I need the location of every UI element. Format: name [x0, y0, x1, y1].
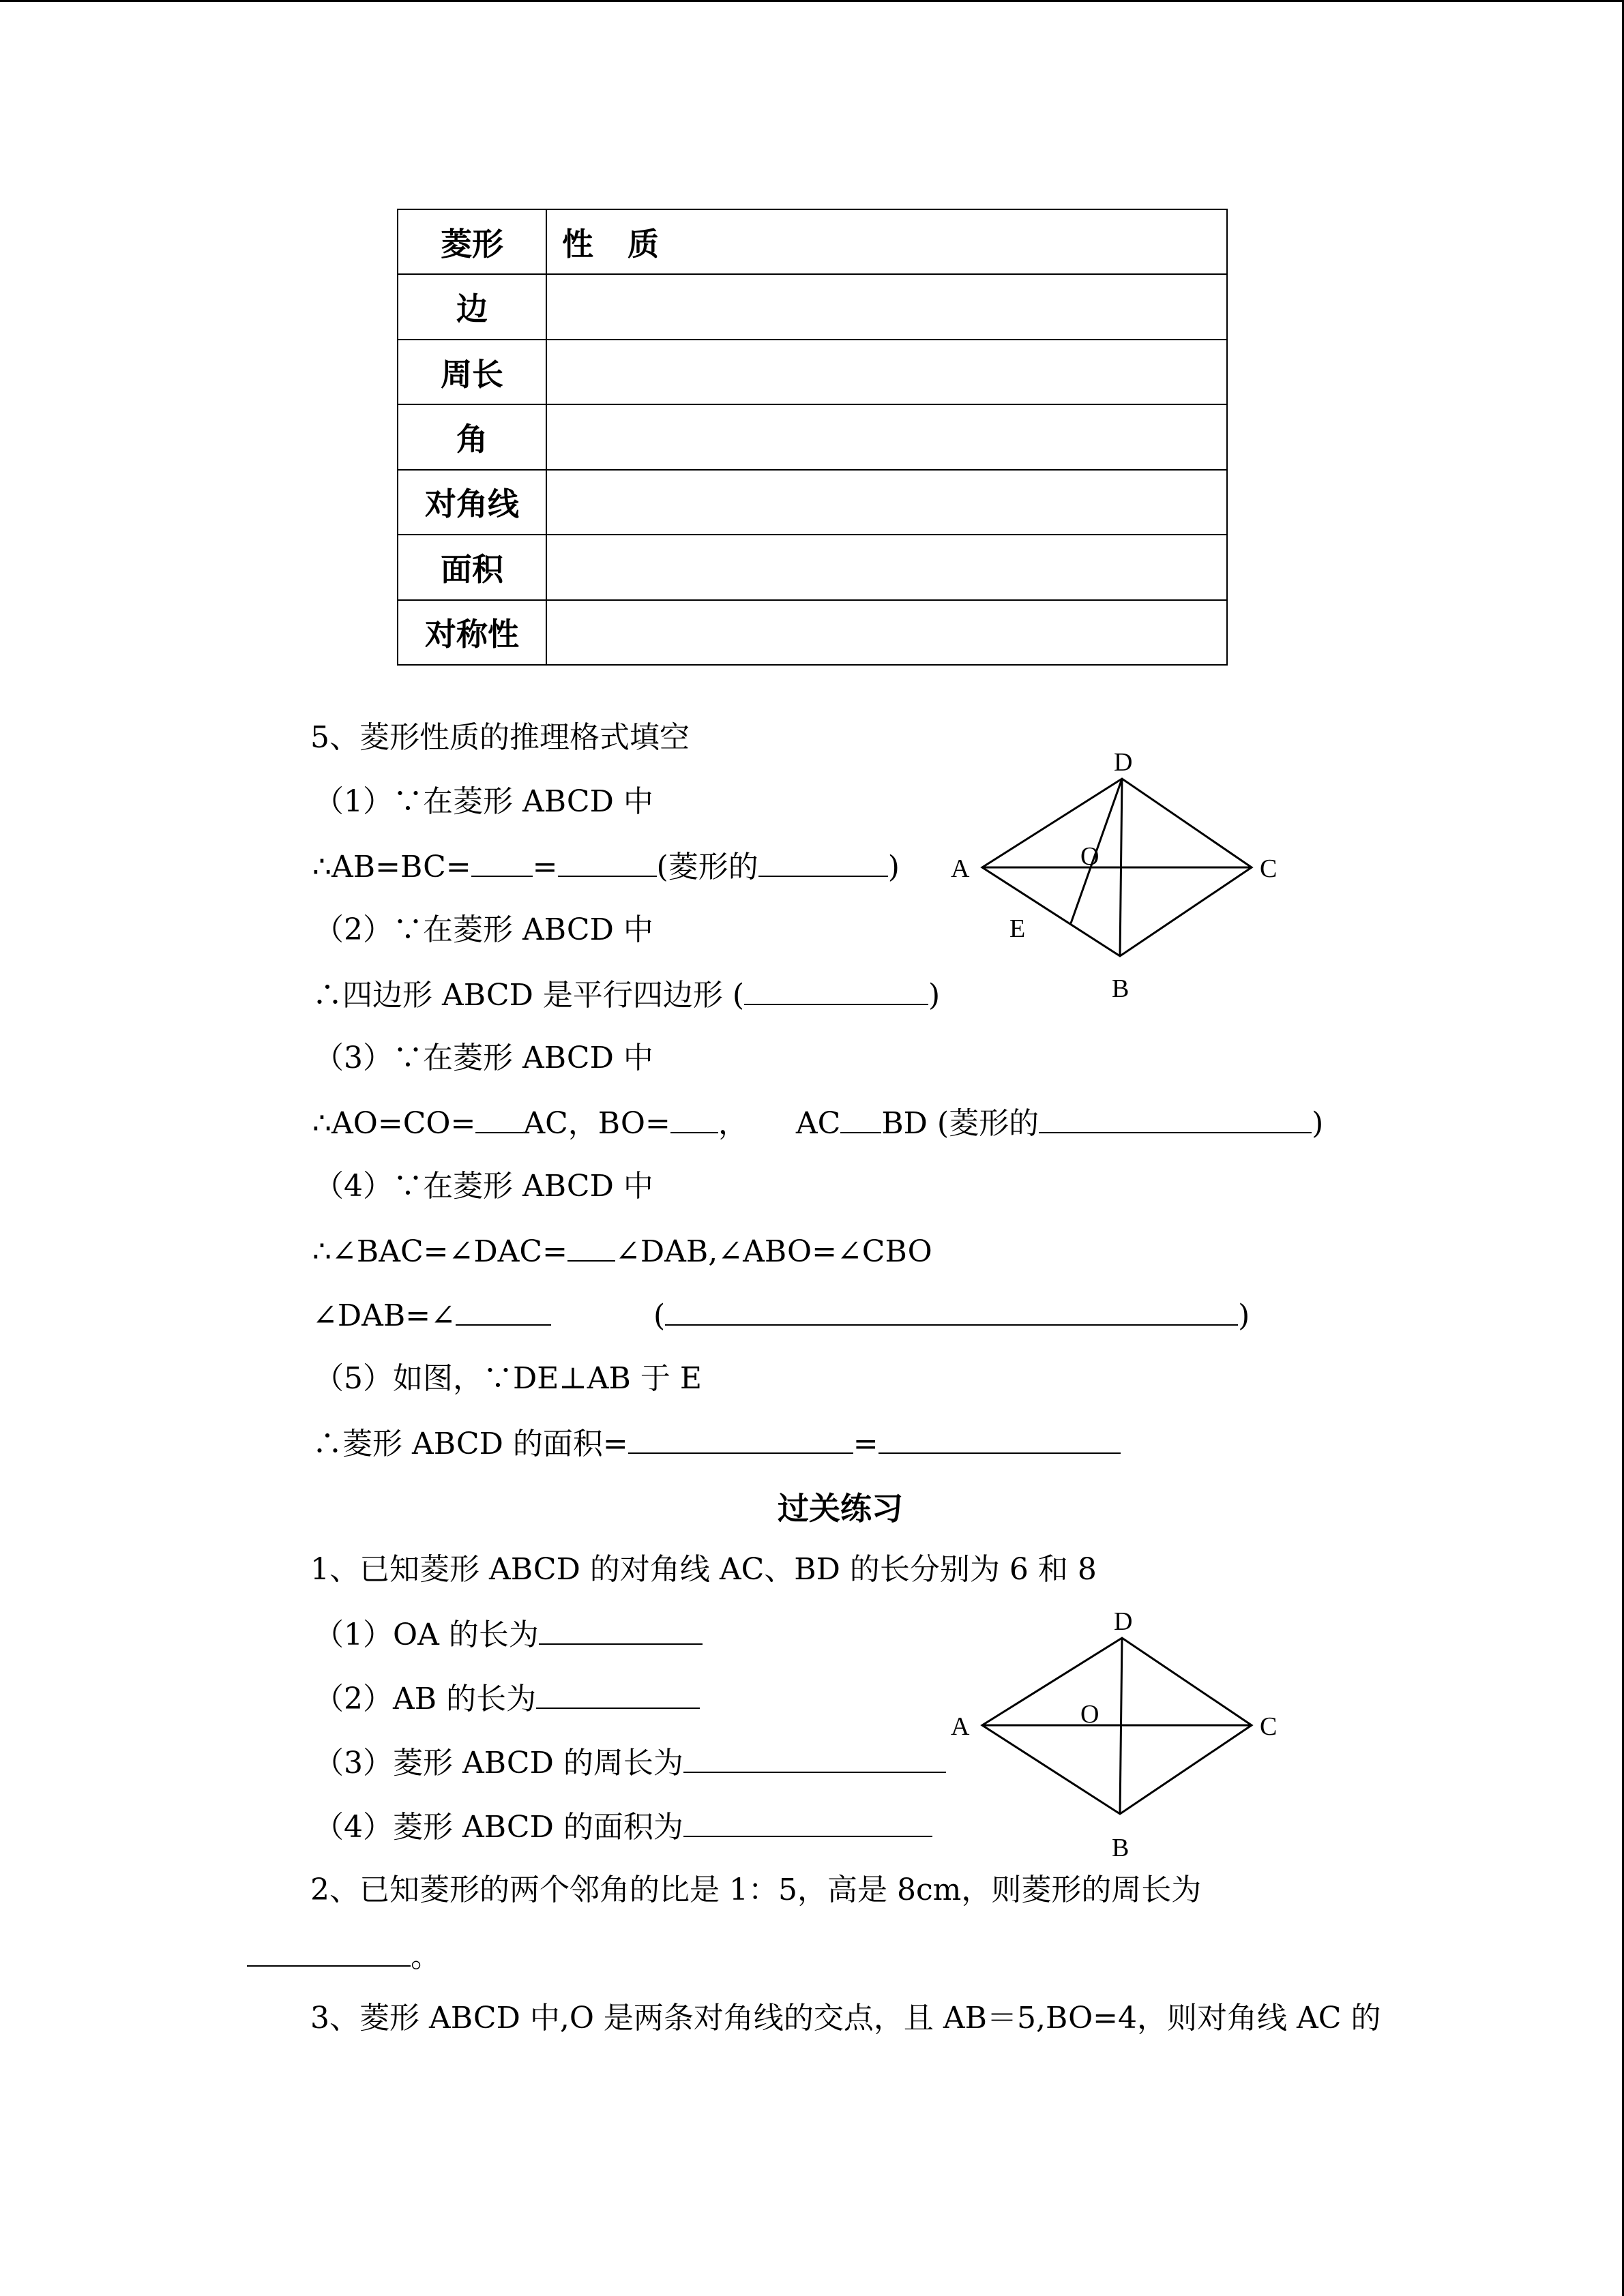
answer-cell[interactable]	[546, 600, 1227, 665]
blank-field[interactable]	[558, 846, 657, 877]
rhombus-figure-1	[941, 743, 1296, 1016]
row-label: 对角线	[398, 470, 546, 535]
question-2-answer-line: 。	[247, 1935, 441, 1978]
question-1-part-4: （4）菱形 ABCD 的面积为	[314, 1806, 932, 1848]
blank-field[interactable]	[475, 1102, 523, 1133]
blank-field[interactable]	[628, 1422, 853, 1454]
question-1-part-1: （1）OA 的长为	[314, 1613, 703, 1656]
row-label: 对称性	[398, 600, 546, 665]
step-1-given: （1）∵在菱形 ABCD 中	[314, 784, 653, 819]
point-label-e: E	[1009, 914, 1026, 943]
table-header-cell: 菱形	[398, 209, 546, 274]
step-5-conclusion: ∴菱形 ABCD 的面积= =	[312, 1422, 1121, 1465]
blank-field[interactable]	[536, 1678, 700, 1709]
practice-title: 过关练习	[778, 1490, 903, 1527]
table-header-row	[398, 209, 1227, 274]
answer-cell[interactable]	[546, 404, 1227, 469]
step-2-given: （2）∵在菱形 ABCD 中	[314, 912, 653, 947]
table-header-cell: 性 质	[546, 209, 1227, 274]
step-5-given: （5）如图，∵DE⊥AB 于 E	[314, 1361, 702, 1396]
blank-field[interactable]	[665, 1294, 1238, 1326]
vertex-label-b: B	[1112, 974, 1130, 1003]
diagonal-bd	[1120, 779, 1122, 956]
step-1-conclusion: ∴AB=BC= = (菱形的 )	[312, 846, 900, 888]
answer-cell[interactable]	[546, 535, 1227, 599]
table-row	[398, 340, 1227, 404]
step-4-conclusion-b: ∠DAB=∠ ( )	[312, 1294, 1250, 1337]
answer-cell[interactable]	[546, 470, 1227, 535]
vertex-label-o: O	[1080, 1700, 1099, 1729]
answer-cell[interactable]	[546, 274, 1227, 339]
question-1-part-2: （2）AB 的长为	[314, 1678, 700, 1720]
row-label: 周长	[398, 340, 546, 404]
top-border	[0, 0, 1624, 2]
answer-cell[interactable]	[546, 340, 1227, 404]
table-row	[398, 535, 1227, 599]
question-3: 3、菱形 ABCD 中,O 是两条对角线的交点，且 AB＝5,BO=4，则对角线 AC 的	[310, 2001, 1381, 2036]
question-1: 1、已知菱形 ABCD 的对角线 AC、BD 的长分别为 6 和 8	[310, 1552, 1097, 1587]
vertex-label-c: C	[1260, 1712, 1278, 1741]
question-1-part-3: （3）菱形 ABCD 的周长为	[314, 1742, 946, 1784]
blank-field[interactable]	[1039, 1102, 1312, 1133]
vertex-label-b: B	[1112, 1834, 1130, 1862]
step-2-conclusion: ∴四边形 ABCD 是平行四边形 ( )	[312, 974, 940, 1016]
blank-field[interactable]	[247, 1935, 411, 1967]
blank-field[interactable]	[744, 974, 928, 1005]
blank-field[interactable]	[840, 1102, 881, 1133]
vertex-label-a: A	[951, 854, 970, 883]
blank-field[interactable]	[670, 1102, 718, 1133]
blank-field[interactable]	[683, 1806, 932, 1837]
blank-field[interactable]	[456, 1294, 551, 1326]
section-5-title: 5、菱形性质的推理格式填空	[310, 720, 690, 755]
rhombus-properties-table	[397, 209, 1228, 666]
blank-field[interactable]	[758, 846, 888, 877]
step-3-given: （3）∵在菱形 ABCD 中	[314, 1041, 653, 1075]
table-row	[398, 600, 1227, 665]
table-row	[398, 470, 1227, 535]
rhombus-figure-2	[941, 1602, 1296, 1875]
vertex-label-d: D	[1114, 1607, 1133, 1636]
diagonal-bd	[1120, 1638, 1122, 1814]
row-label: 边	[398, 274, 546, 339]
step-4-conclusion-a: ∴∠BAC=∠DAC= ∠DAB,∠ABO=∠CBO	[312, 1230, 932, 1272]
blank-field[interactable]	[879, 1422, 1121, 1454]
blank-field[interactable]	[539, 1613, 703, 1645]
row-label: 面积	[398, 535, 546, 599]
vertex-label-o: O	[1080, 842, 1099, 871]
vertex-label-d: D	[1114, 748, 1133, 777]
table-row	[398, 404, 1227, 469]
blank-field[interactable]	[683, 1742, 946, 1773]
row-label: 角	[398, 404, 546, 469]
vertex-label-c: C	[1260, 854, 1278, 883]
question-2: 2、已知菱形的两个邻角的比是 1：5，高是 8cm，则菱形的周长为	[310, 1873, 1202, 1907]
blank-field[interactable]	[567, 1230, 615, 1262]
step-3-conclusion: ∴AO=CO= AC，BO= ， AC BD (菱形的 )	[312, 1102, 1323, 1144]
vertex-label-a: A	[951, 1712, 970, 1741]
step-4-given: （4）∵在菱形 ABCD 中	[314, 1169, 653, 1204]
table-row	[398, 274, 1227, 339]
blank-field[interactable]	[471, 846, 533, 877]
